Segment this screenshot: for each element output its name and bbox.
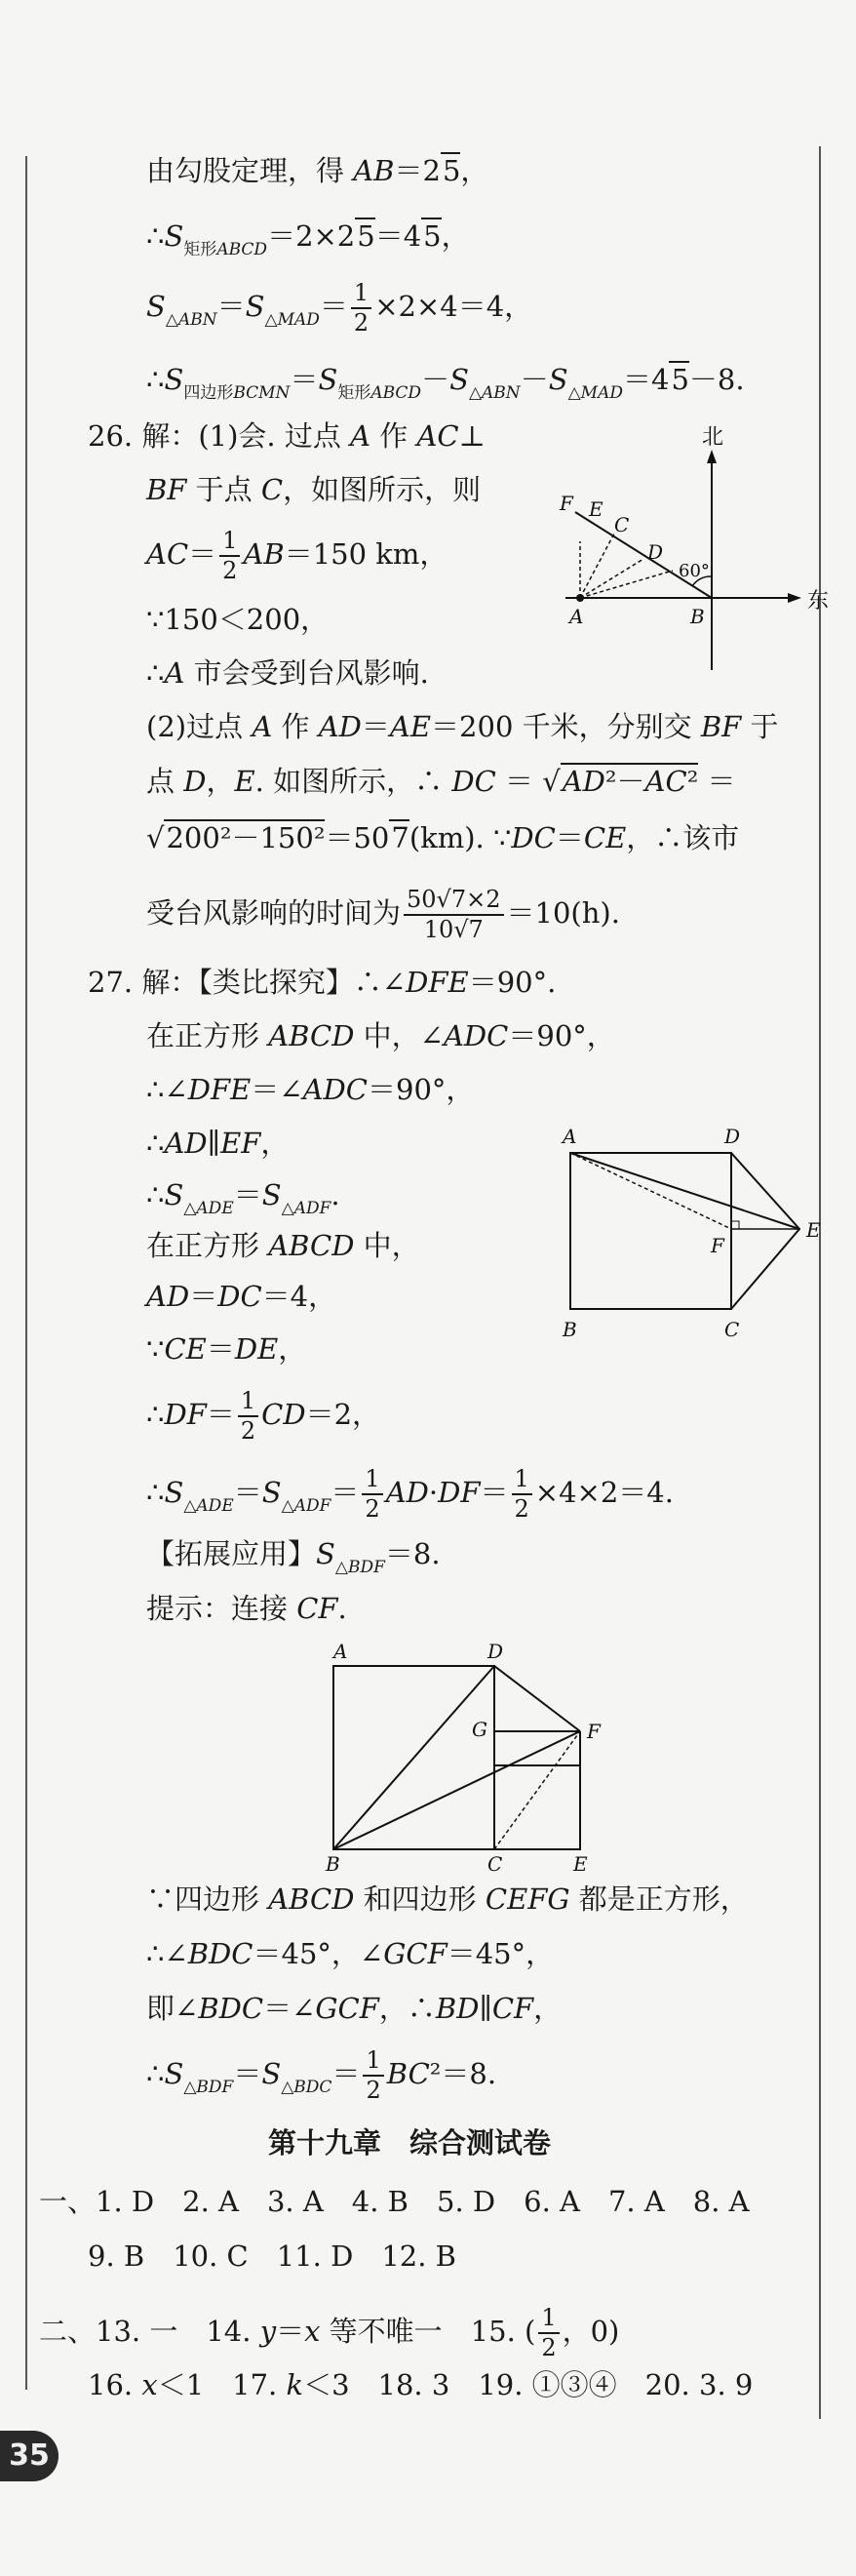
label-c: C [487,1852,503,1873]
q26-line-7: 点 D，E. 如图所示，∴ DC ＝ √AD²－AC² ＝ [146,765,736,798]
q26-line-9: 受台风影响的时间为 $\frac{50√7\times 2}{10√7}$ ＝10(h). [146,886,620,943]
section2-line-1: 二、13. 一 14. y＝x 等不唯一 15. ( $\frac{1}{2}$ ，0) [39,2304,620,2361]
label-a: A [333,1640,348,1663]
figure-typhoon [546,415,838,678]
line-rect-area: $\therefore S_{矩形ABCD}=2\times 25=45$， [146,219,470,259]
label-e: E [573,1852,588,1873]
q26-line-8: √200²－150²＝507(km). ∵DC＝CE，∴该市 [146,821,740,854]
figure-two-squares [312,1639,643,1873]
angle-label: 60° [679,561,710,581]
label-b: B [690,605,705,628]
label-b: B [563,1318,577,1341]
label-d: D [487,1640,504,1663]
q27-line-9: ∴DF＝ $\frac{1}{2}$ CD＝2， [146,1387,381,1445]
page-number: 35 [0,2431,58,2481]
q26-line-3: AC＝ $\frac{1}{2}$ AB＝150 km， [146,527,448,584]
q26-line-1: 26. 解：(1)会. 过点 A 作 AC⊥ [88,419,486,453]
label-a: A [563,1125,577,1148]
line-triangle-area: $S_{\triangle ABN}=S_{\triangle MAD}=$ $\frac{1}{2}$ ×2×4＝4， [146,279,533,337]
figure-square-abcd-e [551,1122,834,1356]
q27-line-1: 27. 解：【类比探究】∴∠DFE＝90°. [88,966,557,999]
chapter-title: 第十九章 综合测试卷 [268,2126,552,2160]
q27-line-7: AD＝DC＝4， [146,1280,337,1313]
label-b: B [326,1852,340,1873]
label-d: D [724,1125,741,1148]
section2-line-2: 16. x＜1 17. k＜3 18. 3 19. ①③④ 20. 3. 9 [88,2368,754,2401]
q27-line-5: $\therefore S_{\triangle ADE}=S_{\triangle ADF}$. [146,1178,340,1218]
q26-line-6: (2)过点 A 作 AD＝AE＝200 千米，分别交 BF 于 [146,710,779,743]
q27-line-2: 在正方形 ABCD 中，∠ADC＝90°， [146,1019,615,1052]
label-d: D [647,540,664,564]
q27-line-10: $\therefore S_{\triangle ADE}=S_{\triangle ADF}=$ $\frac{1}{2}$ AD·DF＝ $\frac{1}{2}$ ×4×2＝4. [146,1465,674,1523]
label-e: E [589,497,603,521]
label-g: G [472,1718,487,1741]
label-e: E [806,1218,821,1242]
q27-line-12: 提示：连接 CF. [146,1592,347,1625]
section1-line-2: 9. B 10. C 11. D 12. B [88,2239,456,2273]
q27-line-11: 【拓展应用】$S_{\triangle BDF}=8$. [146,1537,441,1577]
line-pythagoras: 由勾股定理，得 AB＝25， [146,154,489,187]
q26-line-4: ∵150＜200， [146,603,330,636]
q27-line-15: 即∠BDC＝∠GCF，∴BD∥CF， [146,1992,563,2025]
q27-line-13: ∵四边形 ABCD 和四边形 CEFG 都是正方形， [146,1882,749,1916]
q27-line-3: ∴∠DFE＝∠ADC＝90°， [146,1073,475,1106]
section1-line-1: 一、1. D 2. A 3. A 4. B 5. D 6. A 7. A 8. A [39,2185,750,2218]
q26-line-5: ∴A 市会受到台风影响. [146,656,429,690]
q27-line-6: 在正方形 ABCD 中， [146,1229,420,1262]
label-a: A [569,605,584,628]
north-label: 北 [702,425,724,450]
line-quad-area: $\therefore S_{四边形BCMN}=S_{矩形ABCD}-S_{\triangle ABN}-S_{\triangle MAD}=45-8$. [146,363,745,403]
left-margin-line [25,156,27,2390]
q27-line-16: $\therefore S_{\triangle BDF}=S_{\triangle BDC}=$ $\frac{1}{2}$ BC²＝8. [146,2046,497,2104]
east-label: 东 [807,589,830,614]
q26-line-2: BF 于点 C，如图所示，则 [146,473,482,506]
label-f: F [587,1720,601,1743]
q27-line-14: ∴∠BDC＝45°，∠GCF＝45°， [146,1937,555,1970]
q27-line-4: ∴AD∥EF， [146,1127,290,1160]
label-c: C [614,513,630,536]
q27-line-8: ∵CE＝DE， [146,1332,307,1366]
label-f: F [560,492,573,515]
label-f: F [711,1234,724,1257]
label-c: C [724,1318,740,1341]
